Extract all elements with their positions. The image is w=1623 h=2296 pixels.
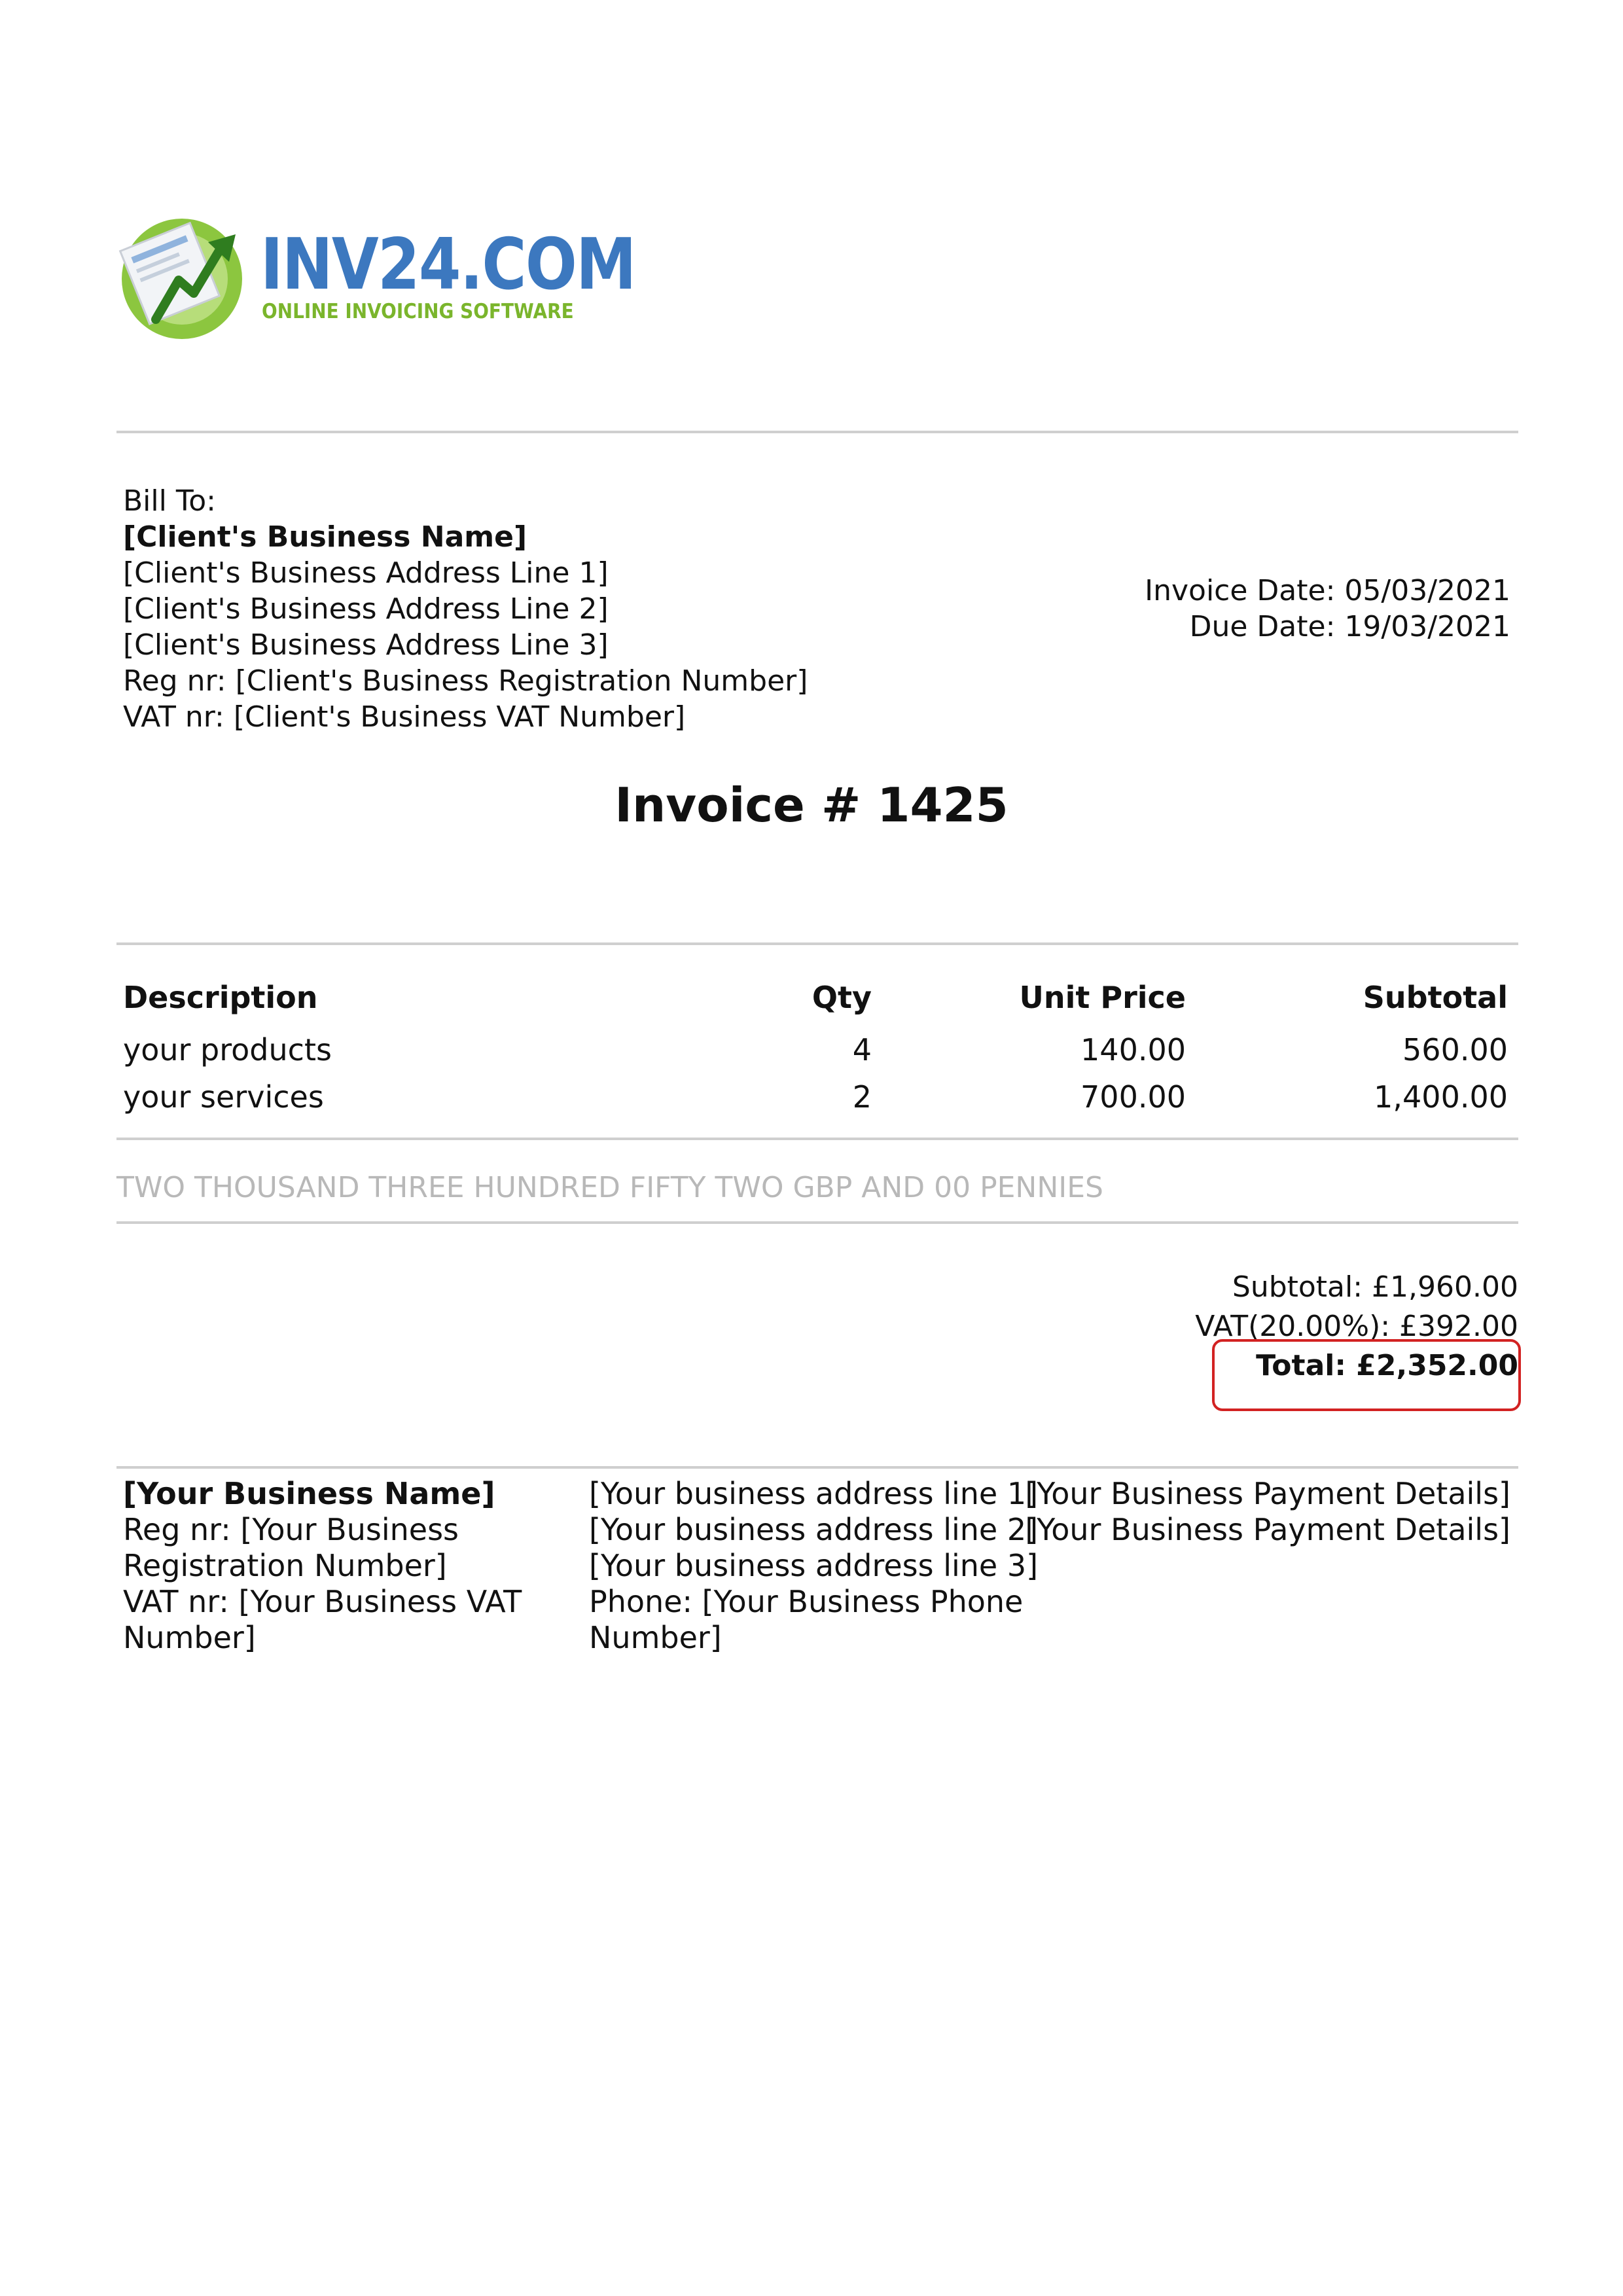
invoice-title: Invoice # 1425 (615, 778, 1008, 833)
footer-address-line-2: [Your business address line 2] (589, 1512, 1039, 1547)
total-highlight-box (1212, 1339, 1521, 1411)
item-qty: 2 (852, 1079, 872, 1115)
footer-address-line-1: [Your business address line 1] (589, 1476, 1039, 1511)
footer-payment-details-line-2: [Your Business Payment Details] (1025, 1512, 1510, 1547)
item-description: your services (123, 1079, 324, 1115)
item-qty: 4 (852, 1032, 872, 1067)
header-qty: Qty (812, 980, 872, 1015)
totals-vat: VAT(20.00%): £392.00 (1195, 1310, 1518, 1343)
line-items-table (123, 969, 1508, 1121)
divider (116, 1138, 1518, 1140)
totals-subtotal: Subtotal: £1,960.00 (1232, 1270, 1518, 1304)
table-row (123, 1026, 1508, 1073)
footer-address (589, 1476, 1047, 1656)
footer-phone-line-1: Phone: [Your Business Phone (589, 1584, 1024, 1619)
client-address-line-1: [Client's Business Address Line 1] (123, 556, 609, 590)
footer-payment-details (1025, 1476, 1510, 1548)
client-reg-nr: Reg nr: [Client's Business Registration Number] (123, 664, 808, 698)
footer-vat-nr-line-2: Number] (123, 1620, 256, 1655)
footer-business-info (123, 1476, 548, 1656)
header-unit-price: Unit Price (1019, 980, 1186, 1015)
client-vat-nr: VAT nr: [Client's Business VAT Number] (123, 700, 686, 734)
divider (116, 1221, 1518, 1224)
due-date: Due Date: 19/03/2021 (1189, 610, 1510, 643)
divider (116, 942, 1518, 945)
bill-to-block (123, 483, 808, 735)
footer-business-name: [Your Business Name] (123, 1476, 495, 1511)
divider (116, 1466, 1518, 1469)
footer-address-line-3: [Your business address line 3] (589, 1548, 1039, 1583)
client-business-name: [Client's Business Name] (123, 520, 527, 554)
footer-reg-nr-line-1: Reg nr: [Your Business (123, 1512, 459, 1547)
amount-in-words: TWO THOUSAND THREE HUNDRED FIFTY TWO GBP AND 00 PENNIES (116, 1171, 1103, 1204)
client-address-line-3: [Client's Business Address Line 3] (123, 628, 609, 662)
footer-vat-nr-line-1: VAT nr: [Your Business VAT (123, 1584, 522, 1619)
footer-reg-nr-line-2: Registration Number] (123, 1548, 447, 1583)
invoice-growth-arrow-icon (116, 208, 247, 342)
item-unit-price: 700.00 (1080, 1079, 1186, 1115)
totals-total: Total: £2,352.00 (1256, 1349, 1518, 1382)
header-subtotal: Subtotal (1363, 980, 1508, 1015)
brand-tagline: ONLINE INVOICING SOFTWARE (262, 300, 574, 323)
item-unit-price: 140.00 (1080, 1032, 1186, 1067)
invoice-dates (1145, 573, 1510, 645)
item-description: your products (123, 1032, 332, 1067)
footer-payment-details-line-1: [Your Business Payment Details] (1025, 1476, 1510, 1511)
header-description: Description (123, 980, 318, 1015)
footer-phone-line-2: Number] (589, 1620, 722, 1655)
divider (116, 431, 1518, 433)
table-header-row (123, 969, 1508, 1026)
brand-logo-text: INV24.COM (260, 224, 635, 306)
invoice-date: Invoice Date: 05/03/2021 (1145, 574, 1510, 607)
bill-to-label: Bill To: (123, 484, 216, 518)
client-address-line-2: [Client's Business Address Line 2] (123, 592, 609, 626)
item-subtotal: 560.00 (1402, 1032, 1508, 1067)
table-row (123, 1073, 1508, 1121)
item-subtotal: 1,400.00 (1374, 1079, 1508, 1115)
